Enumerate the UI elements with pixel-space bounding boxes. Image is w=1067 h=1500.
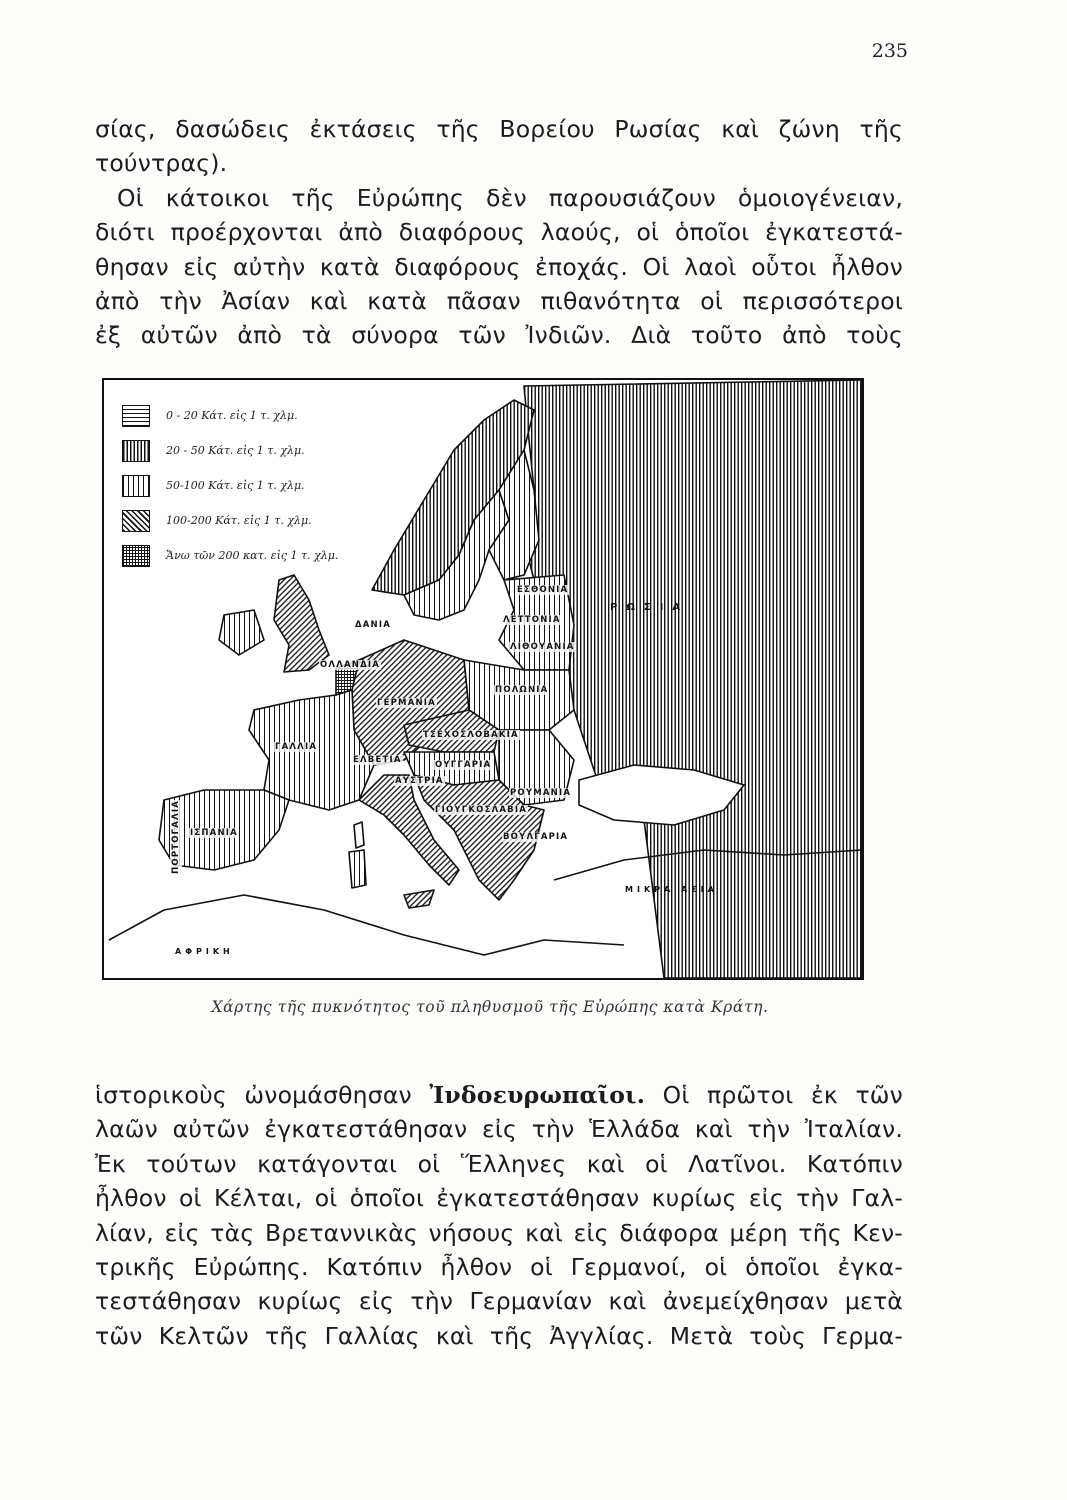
coast-africa — [109, 895, 624, 955]
label-russia: ΡΩΣΙΑ — [610, 602, 690, 613]
legend-item — [122, 398, 338, 433]
text-line: Οἱ κάτοικοι τῆς Εὐρώπης δὲν παρουσιάζουν ὁμοιογένειαν, — [117, 183, 903, 212]
text-line: διότι προέρχονται ἀπὸ διαφόρους λαούς, οἱ ὁποῖοι ἐγκατεστά- — [95, 218, 903, 247]
text-line: Ἐκ τούτων κατάγονται οἱ Ἕλληνες καὶ οἱ Λατῖνοι. Κατόπιν — [95, 1149, 903, 1178]
text-line: τούντρας). — [95, 149, 228, 178]
legend-item — [122, 468, 338, 503]
label-yugoslavia: ΓΙΟΥΓΚΟΣΛΑΒΙΑ — [435, 805, 527, 815]
label-asia-minor: ΜΙΚΡΑ ΑΣΙΑ — [625, 885, 718, 894]
label-estonia: ΕΣΘΟΝΙΑ — [517, 585, 569, 595]
text-line: σίας, δασώδεις ἐκτάσεις τῆς Βορείου Ρωσίας καὶ ζώνη τῆς — [95, 115, 903, 143]
text-segment: Οἱ πρῶτοι ἐκ τῶν — [662, 1081, 904, 1109]
label-latvia: ΛΕΤΤΟΝΙΑ — [503, 615, 561, 625]
region-corsica — [354, 822, 364, 848]
region-sardinia — [349, 850, 366, 888]
label-spain: ΙΣΠΑΝΙΑ — [190, 828, 238, 838]
legend-item — [122, 503, 338, 538]
legend-swatch — [122, 475, 150, 497]
label-switzerland: ΕΛΒΕΤΙΑ — [353, 755, 402, 765]
legend-swatch — [122, 440, 150, 462]
label-africa: ΑΦΡΙΚΗ — [175, 947, 234, 956]
bold-term: Ἰνδοευρωπαῖοι. — [429, 1081, 646, 1109]
legend-label: 100-200 Κάτ. εἰς 1 τ. χλμ. — [166, 514, 312, 527]
map-caption: Χάρτης τῆς πυκνότητος τοῦ πληθυσμοῦ τῆς Εὐρώπης κατὰ Κράτη. — [211, 998, 769, 1016]
label-netherlands: ΟΛΛΑΝΔΙΑ — [320, 660, 380, 670]
legend-label: Ἄνω τῶν 200 κατ. εἰς 1 τ. χλμ. — [166, 549, 339, 562]
page-number: 235 — [871, 40, 908, 62]
label-czechoslovakia: ΤΣΕΧΟΣΛΟΒΑΚΙΑ — [423, 730, 519, 740]
label-austria: ΑΥΣΤΡΙΑ — [395, 776, 444, 786]
label-portugal: ΠΟΡΤΟΓΑΛΙΑ — [171, 800, 181, 874]
text-line: ἐξ αὐτῶν ἀπὸ τὰ σύνορα τῶν Ἰνδιῶν. Διὰ τοῦτο ἀπὸ τοὺς — [95, 321, 903, 350]
text-line: θησαν εἰς αὐτὴν κατὰ διαφόρους ἐποχάς. Οἱ λαοὶ οὗτοι ἦλθον — [95, 252, 903, 281]
population-density-map — [102, 378, 864, 980]
text-line: τεστάθησαν κυρίως εἰς τὴν Γερμανίαν καὶ ἀνεμείχθησαν μετὰ — [95, 1287, 903, 1316]
label-hungary: ΟΥΓΓΑΡΙΑ — [435, 760, 492, 770]
text-line: τρικῆς Εὐρώπης. Κατόπιν ἦλθον οἱ Γερμανοί, οἱ ὁποῖοι ἐγκα- — [95, 1253, 903, 1282]
legend-swatch — [122, 510, 150, 532]
map-legend — [122, 398, 338, 573]
label-lithuania: ΛΙΘΟΥΑΝΙΑ — [510, 642, 575, 652]
label-germany: ΓΕΡΜΑΝΙΑ — [377, 698, 436, 708]
region-britain — [274, 575, 329, 672]
top-paragraph — [95, 112, 903, 353]
label-denmark: ΔΑΝΙΑ — [355, 620, 392, 630]
bottom-paragraph — [95, 1078, 903, 1353]
label-poland: ΠΟΛΩΝΙΑ — [495, 685, 549, 695]
region-ireland — [219, 610, 264, 655]
text-line: ἦλθον οἱ Κέλται, οἱ ὁποῖοι ἐγκατεστάθησαν κυρίως εἰς τὴν Γαλ- — [95, 1184, 903, 1213]
legend-swatch — [122, 405, 150, 427]
legend-item — [122, 538, 338, 573]
text-line: τῶν Κελτῶν τῆς Γαλλίας καὶ τῆς Ἀγγλίας. Μετὰ τοὺς Γερμα- — [95, 1321, 903, 1350]
label-romania: ΡΟΥΜΑΝΙΑ — [510, 788, 572, 798]
legend-label: 50-100 Κάτ. εἰς 1 τ. χλμ. — [166, 479, 305, 492]
text-segment: ἱστορικοὺς ὠνομάσθησαν — [95, 1081, 412, 1109]
legend-item — [122, 433, 338, 468]
label-france: ΓΑΛΛΙΑ — [275, 742, 318, 752]
text-line: ἀπὸ τὴν Ἀσίαν καὶ κατὰ πᾶσαν πιθανότητα οἱ περισσότεροι — [95, 287, 903, 316]
legend-swatch — [122, 545, 150, 567]
text-line: λίαν, εἰς τὰς Βρεταννικὰς νήσους καὶ εἰς διάφορα μέρη τῆς Κεν- — [95, 1218, 903, 1247]
region-sicily — [404, 890, 434, 908]
text-line — [95, 1078, 903, 1112]
legend-label: 0 - 20 Κάτ. εἰς 1 τ. χλμ. — [166, 409, 298, 422]
legend-label: 20 - 50 Κάτ. εἰς 1 τ. χλμ. — [166, 444, 305, 457]
label-bulgaria: ΒΟΥΛΓΑΡΙΑ — [503, 832, 569, 842]
text-line: λαῶν αὐτῶν ἐγκατεστάθησαν εἰς τὴν Ἑλλάδα καὶ τὴν Ἰταλίαν. — [95, 1115, 903, 1144]
